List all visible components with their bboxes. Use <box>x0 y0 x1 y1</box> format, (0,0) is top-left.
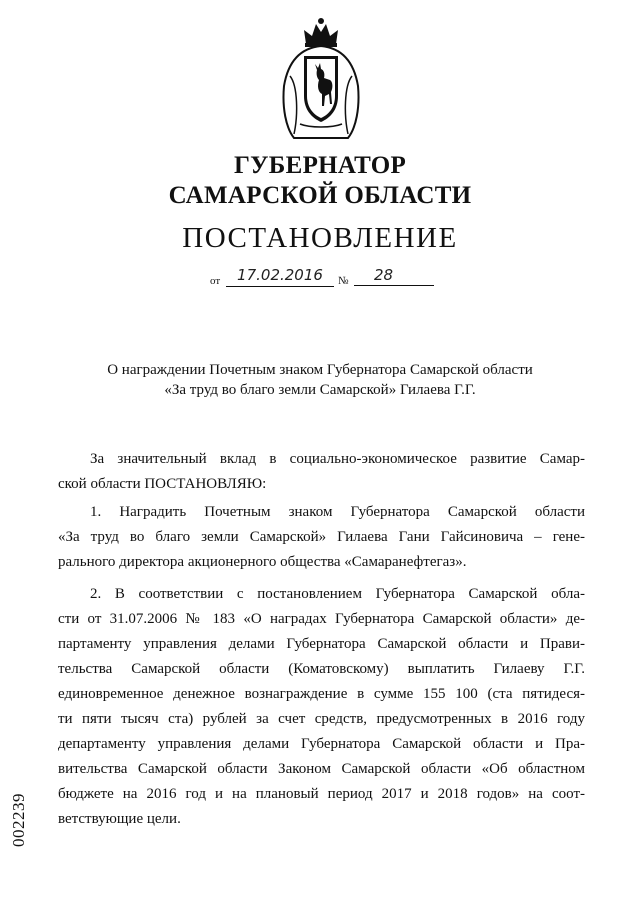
body-line: сти от 31.07.2006 № 183 «О наградах Губернатора Самарской области» де- <box>58 611 585 627</box>
subject-line-2: «За труд во благо земли Самарской» Гилаева Г.Г. <box>164 382 476 398</box>
serial-stamp <box>8 770 30 870</box>
region-title: САМАРСКОЙ ОБЛАСТИ <box>168 182 472 209</box>
serial-number: 002239 <box>9 793 28 847</box>
handwritten-number: 28 <box>354 266 434 286</box>
body-line: За значительный вклад в социально-экономическое развитие Самар- <box>90 451 585 467</box>
body-line: 2. В соответствии с постановлением Губернатора Самарской обла- <box>90 586 585 602</box>
document-type: ПОСТАНОВЛЕНИЕ <box>182 222 458 254</box>
handwritten-date: 17.02.2016 <box>226 266 334 287</box>
paragraph-item-1 <box>58 500 585 575</box>
body-line: вительства Самарской области Законом Самарской области «Об областном <box>58 761 585 777</box>
paragraph-preamble <box>58 447 585 497</box>
body-line: ской области ПОСТАНОВЛЯЮ: <box>58 476 267 492</box>
body-line: ти пяти тысяч ста) рублей за счет средств, предусмотренных в 2016 году <box>58 711 585 727</box>
date-number-line <box>210 264 440 288</box>
subject-line-1: О награждении Почетным знаком Губернатора Самарской области <box>107 362 533 378</box>
date-label: от <box>210 275 221 287</box>
body-line: единовременное денежное вознаграждение в сумме 155 100 (ста пятидеся- <box>58 686 585 702</box>
body-line: ветствующие цели. <box>58 811 181 827</box>
paragraph-item-2 <box>58 582 585 832</box>
body-line: бюджете на 2016 год и на плановый период 2017 и 2018 годов» на соот- <box>58 786 585 802</box>
number-label: № <box>338 275 349 287</box>
body-line: тельства Самарской области (Коматовскому) выплатить Гилаеву Г.Г. <box>58 661 585 677</box>
body-line: рального директора акционерного общества «Самаранефтегаз». <box>58 554 467 570</box>
governor-title: ГУБЕРНАТОР <box>233 152 407 179</box>
body-line: 1. Наградить Почетным знаком Губернатора Самарской области <box>90 504 585 520</box>
coat-of-arms-emblem <box>280 16 362 144</box>
body-line: департаменту управления делами Губернатора Самарской области и Пра- <box>58 736 585 752</box>
body-line: партаменту управления делами Губернатора Самарской области и Прави- <box>58 636 585 652</box>
body-line: «За труд во благо земли Самарской» Гилаева Гани Гайсиновича – гене- <box>58 529 585 545</box>
